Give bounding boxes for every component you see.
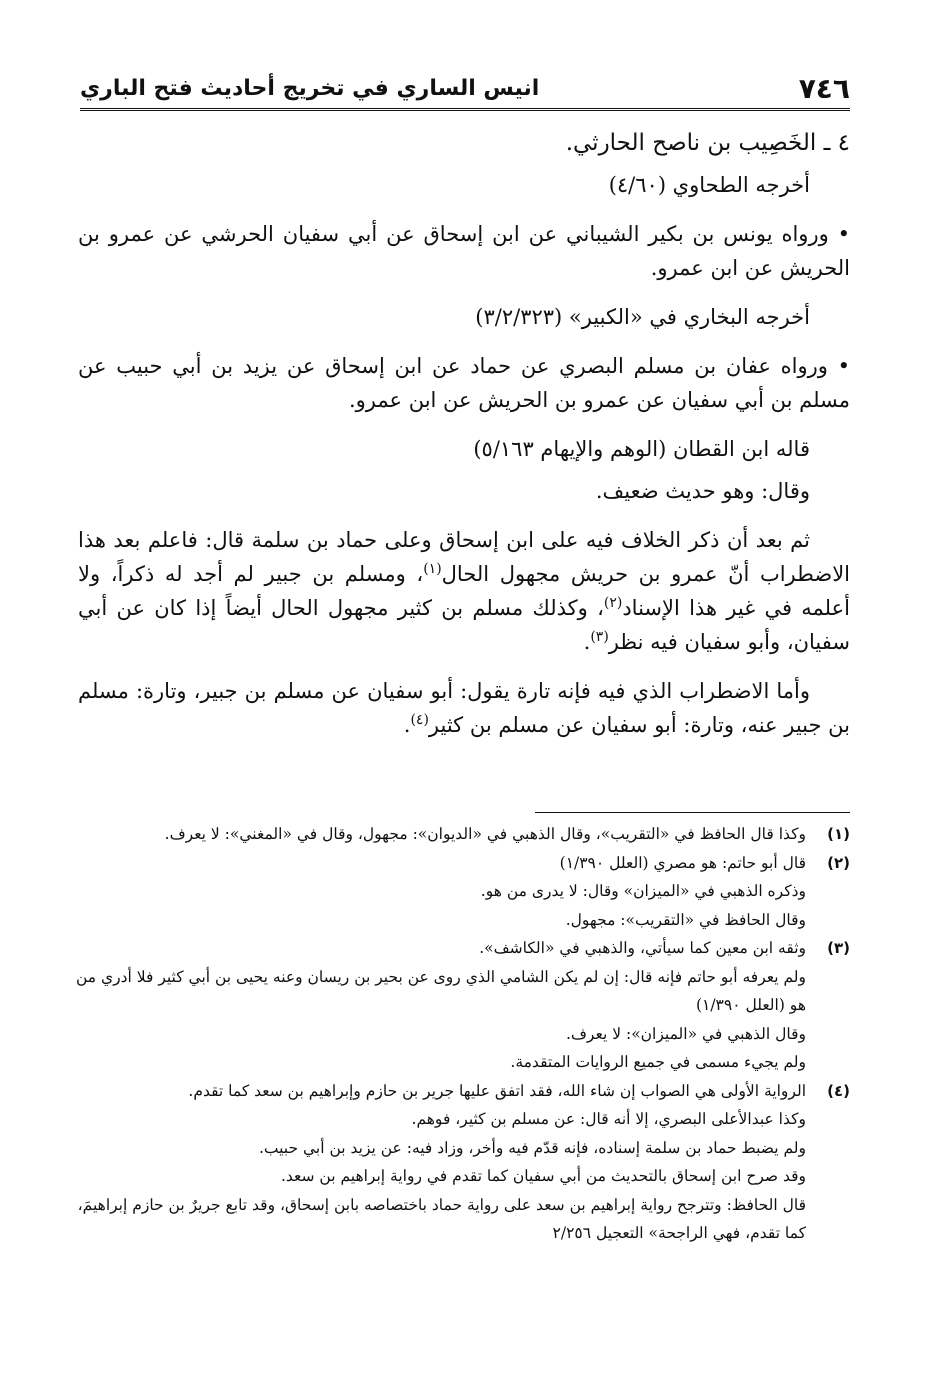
footnote-body (68, 1077, 806, 1248)
footnote-line: وثقه ابن معين كما سيأتي، والذهبي في «الكاشف». (479, 939, 806, 957)
footnote-line: وكذا عبدالأعلى البصري، إلا أنه قال: عن مسلم بن كثير، فوهم. (411, 1110, 806, 1128)
footnote-number: (٣) (827, 939, 850, 957)
paragraph: أخرجه الطحاوي (٤/٦٠) (608, 173, 810, 197)
page-number: ٧٤٦ (798, 72, 850, 105)
footnote-line: قال الحافظ: وتترجح رواية إبراهيم بن سعد على رواية حماد باختصاصه بابن إسحاق، وقد تابع جريرٌ بن حازم إبراهيمَ، كما تقدم، فهي الراجحة» التعجيل ٢/٢٥٦ (77, 1195, 806, 1242)
footnote (68, 849, 850, 935)
footnote-line: قال أبو حاتم: هو مصري (العلل ١/٣٩٠) (559, 853, 806, 872)
footnote-body (68, 820, 806, 849)
footnote-number: (٢) (827, 853, 850, 872)
footnote-separator (535, 812, 850, 813)
text-run: ثم بعد أن ذكر الخلاف فيه على ابن إسحاق وعلى حماد بن سلمة قال: فاعلم بعد هذا الاضطراب أنّ عمرو بن حريش مجهول الحال (78, 528, 851, 586)
paragraph: • ورواه يونس بن بكير الشيباني عن ابن إسحاق عن أبي سفيان الحرشي عن عمرو بن الحريش عن ابن عمرو. (78, 222, 850, 280)
running-title: انيس الساري في تخريج أحاديث فتح الباري (80, 76, 540, 101)
text-run: . (583, 630, 591, 654)
footnote-number: (٤) (827, 1081, 850, 1100)
footnote-line: وكذا قال الحافظ في «التقريب»، وقال الذهبي في «الديوان»: مجهول، وقال في «المغني»: لا يعرف. (164, 825, 806, 843)
entry-heading: ٤ ـ الخَصِيب بن ناصح الحارثي. (565, 130, 850, 156)
footnote-line: وقد صرح ابن إسحاق بالتحديث من أبي سفيان كما تقدم في رواية إبراهيم بن سعد. (280, 1167, 806, 1185)
main-text (78, 126, 850, 757)
footnote-line: ولم يعرفه أبو حاتم فإنه قال: إن لم يكن الشامي الذي روى عن بحير بن ريسان وعنه يحيى بن أبي كثير فلا أدري من هو (العلل ١/٣٩٠) (75, 967, 806, 1014)
text-run: ، وكذلك مسلم بن كثير مجهول الحال أيضاً إذا كان عن أبي سفيان، وأبو سفيان فيه نظر (78, 596, 850, 654)
footnote-ref[interactable]: (٤) (410, 712, 429, 728)
footnote (68, 934, 850, 1077)
footnote-line: الرواية الأولى هي الصواب إن شاء الله، فقد اتفق عليها جرير بن حازم وإبراهيم بن سعد كما تقدم. (188, 1081, 806, 1100)
paragraph: قاله ابن القطان (الوهم والإيهام ٥/١٦٣) (473, 437, 810, 461)
footnote (68, 820, 850, 849)
footnote-ref[interactable]: (١) (423, 561, 442, 577)
paragraph: • ورواه عفان بن مسلم البصري عن حماد عن ابن إسحاق عن يزيد بن أبي حبيب عن مسلم بن أبي سفيان عن عمرو بن الحريش عن ابن عمرو. (78, 354, 850, 412)
text-run: وأما الاضطراب الذي فيه فإنه تارة يقول: أبو سفيان عن مسلم بن جبير، وتارة: مسلم بن جبير عنه، وتارة: أبو سفيان عن مسلم بن كثير (78, 679, 850, 737)
footnotes (68, 820, 850, 1248)
footnote-line: ولم يضبط حماد بن سلمة إسناده، فإنه قدّم فيه وأخر، وزاد فيه: عن يزيد بن أبي حبيب. (258, 1138, 806, 1157)
paragraph: أخرجه البخاري في «الكبير» (٣/٢/٣٢٣) (475, 305, 810, 329)
page-header (80, 68, 850, 111)
footnote-ref[interactable]: (٢) (603, 595, 623, 611)
text-run: . (403, 713, 411, 737)
footnote (68, 1077, 850, 1248)
footnote-line: وقال الذهبي في «الميزان»: لا يعرف. (565, 1024, 806, 1043)
footnote-number: (١) (827, 825, 850, 843)
footnote-line: ولم يجيء مسمى في جميع الروايات المتقدمة. (510, 1053, 806, 1071)
footnote-line: وقال الحافظ في «التقريب»: مجهول. (565, 910, 806, 929)
footnote-line: وذكره الذهبي في «الميزان» وقال: لا يدرى من هو. (480, 882, 806, 900)
text-run: ، ومسلم بن جبير لم أجد له ذكراً، ولا أعلمه في غير هذا الإسناد (78, 562, 850, 620)
paragraph (78, 674, 850, 742)
paragraph (78, 523, 850, 659)
paragraph: وقال: وهو حديث ضعيف. (595, 479, 810, 503)
footnote-ref[interactable]: (٣) (590, 629, 609, 645)
footnote-body (68, 849, 806, 935)
footnote-body (68, 934, 806, 1077)
